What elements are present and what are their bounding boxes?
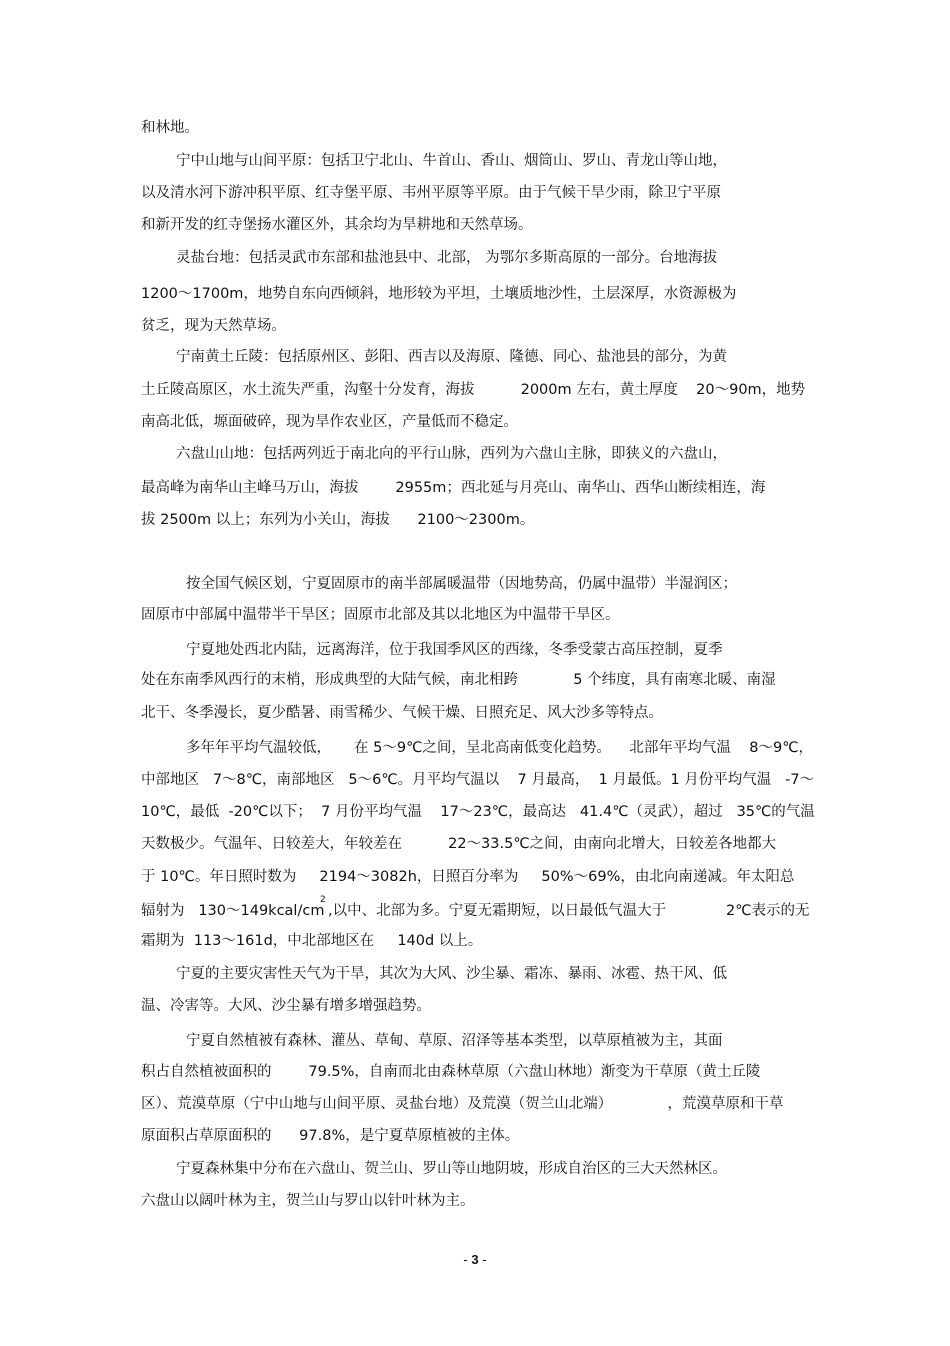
text-line: 1200～1700m，地势自东向西倾斜，地形较为平坦，土壤质地沙性，土层深厚，水资源极为 [141,286,737,302]
text-line: 按全国气候区划，宁夏固原市的南半部属暖温带（因地势高，仍属中温带）半湿润区； [186,576,737,592]
text-line: 处在东南季风西行的末梢，形成典型的大陆气候，南北相跨 5 个纬度，具有南寒北暖、南湿 [141,672,776,688]
text-line: 区）、荒漠草原（宁中山地与山间平原、灵盐台地）及荒漠（贺兰山北端） ，荒漠草原和干草 [141,1096,784,1112]
text-line: 拔 2500m 以上；东列为小关山，海拔 2100～2300m。 [141,512,535,528]
text-line: 于 10℃。年日照时数为 2194～3082h，日照百分率为 50%～69%，由北向南递减。年太阳总 [141,869,795,885]
text-line: 天数极少。气温年、日较差大，年较差在 22～33.5℃之间，由南向北增大，日较差各地都大 [141,836,777,852]
text-line: 北干、冬季漫长，夏少酷暑、雨雪稀少、气候干燥、日照充足、风大沙多等特点。 [141,705,663,721]
text-line: 灵盐台地：包括灵武市东部和盐池县中、北部， 为鄂尔多斯高原的一部分。台地海拔 [176,250,718,266]
text-line: 宁夏自然植被有森林、灌丛、草甸、草原、沼泽等基本类型，以草原植被为主，其面 [186,1033,723,1049]
text-line: 辐射为 130～149kcal/cm [141,903,325,919]
text-line: 霜期为 113～161d，中北部地区在 140d 以上。 [141,933,483,949]
superscript: 2 [320,895,326,905]
text-line: 六盘山以阔叶林为主，贺兰山与罗山以针叶林为主。 [141,1193,475,1209]
text-line: 以及清水河下游冲积平原、红寺堡平原、韦州平原等平原。由于气候干旱少雨，除卫宁平原 [141,185,721,201]
text-line: 宁南黄土丘陵：包括原州区、彭阳、西吉以及海原、隆德、同心、盐池县的部分，为黄 [176,349,727,365]
text-line: 和林地。 [141,120,199,136]
text-line: 温、冷害等。大风、沙尘暴有增多增强趋势。 [141,998,431,1014]
text-line: 和新开发的红寺堡扬水灌区外，其余均为旱耕地和天然草场。 [141,217,533,233]
text-line: 土丘陵高原区，水土流失严重，沟壑十分发育，海拔 2000m 左右，黄土厚度 20～90m，地势 [141,382,806,398]
page-number: - 3 - [463,1252,487,1267]
text-line: 最高峰为南华山主峰马万山，海拔 2955m；西北延与月亮山、南华山、西华山断续相连，海 [141,480,766,496]
text-line: ,以中、北部为多。宁夏无霜期短，以日最低气温大于 2℃表示的无 [328,903,810,919]
text-line: 六盘山山地：包括两列近于南北向的平行山脉，西列为六盘山主脉，即狭义的六盘山， [176,446,727,462]
text-line: 宁中山地与山间平原：包括卫宁北山、牛首山、香山、烟筒山、罗山、青龙山等山地， [176,153,727,169]
text-line: 宁夏地处西北内陆，远离海洋，位于我国季风区的西缘，冬季受蒙古高压控制，夏季 [186,642,723,658]
text-line: 多年年平均气温较低， 在 5～9℃之间，呈北高南低变化趋势。 北部年平均气温 8～9℃， [186,740,813,756]
text-line: 固原市中部属中温带半干旱区；固原市北部及其以北地区为中温带干旱区。 [141,607,620,623]
text-line: 贫乏，现为天然草场。 [141,318,286,334]
text-line: 宁夏的主要灾害性天气为干旱，其次为大风、沙尘暴、霜冻、暴雨、冰雹、热干风、低 [176,966,727,982]
text-line: 中部地区 7～8℃，南部地区 5～6℃。月平均气温以 7 月最高， 1 月最低。1 月份平均气温 -7～ [141,772,815,788]
text-line: 10℃，最低 -20℃以下； 7 月份平均气温 17～23℃，最高达 41.4℃（灵武），超过 35℃的气温 [141,804,815,820]
text-line: 原面积占草原面积的 97.8%，是宁夏草原植被的主体。 [141,1128,520,1144]
text-line: 南高北低，塬面破碎，现为旱作农业区，产量低而不稳定。 [141,414,518,430]
text-line: 积占自然植被面积的 79.5%，自南而北由森林草原（六盘山林地）渐变为干草原（黄土丘陵 [141,1064,761,1080]
text-line: 宁夏森林集中分布在六盘山、贺兰山、罗山等山地阴坡，形成自治区的三大天然林区。 [176,1161,727,1177]
